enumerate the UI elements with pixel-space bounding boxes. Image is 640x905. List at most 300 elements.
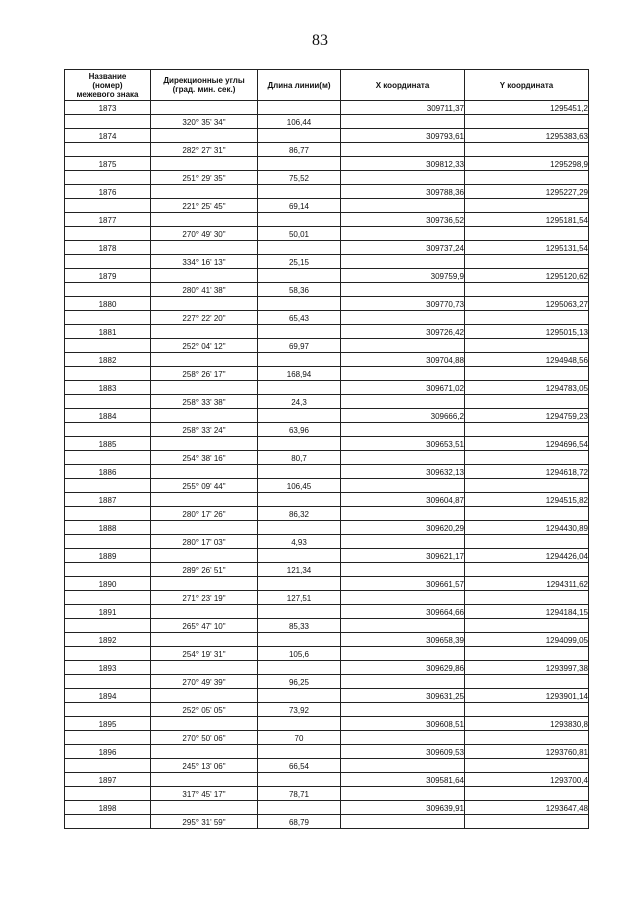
header-name [65, 70, 151, 101]
cell-angle: 265° 47' 10" [151, 619, 258, 633]
cell-angle [151, 549, 258, 563]
cell-length: 121,34 [258, 563, 341, 577]
cell-length: 106,44 [258, 115, 341, 129]
cell-angle: 282° 27' 31" [151, 143, 258, 157]
cell-y [465, 171, 589, 185]
table-row [65, 297, 589, 311]
table-row [65, 507, 589, 521]
cell-name [65, 703, 151, 717]
table-row [65, 675, 589, 689]
cell-x: 309711,37 [341, 101, 465, 115]
cell-name: 1893 [65, 661, 151, 675]
cell-y: 1295451,2 [465, 101, 589, 115]
table-row [65, 283, 589, 297]
cell-x [341, 199, 465, 213]
cell-y: 1294426,04 [465, 549, 589, 563]
cell-y: 1294515,82 [465, 493, 589, 507]
cell-angle [151, 521, 258, 535]
cell-name: 1891 [65, 605, 151, 619]
cell-length [258, 745, 341, 759]
cell-y: 1294430,89 [465, 521, 589, 535]
cell-name [65, 675, 151, 689]
cell-length [258, 717, 341, 731]
table-row [65, 367, 589, 381]
cell-angle: 317° 45' 17" [151, 787, 258, 801]
cell-name: 1876 [65, 185, 151, 199]
cell-angle [151, 157, 258, 171]
cell-length [258, 773, 341, 787]
table-row [65, 591, 589, 605]
cell-name: 1897 [65, 773, 151, 787]
cell-x [341, 703, 465, 717]
table-row [65, 815, 589, 829]
cell-angle: 258° 33' 38" [151, 395, 258, 409]
table-row [65, 605, 589, 619]
cell-angle [151, 605, 258, 619]
cell-y: 1295181,54 [465, 213, 589, 227]
cell-y: 1295227,29 [465, 185, 589, 199]
cell-name [65, 815, 151, 829]
table-row [65, 465, 589, 479]
cell-x: 309666,2 [341, 409, 465, 423]
table-row [65, 269, 589, 283]
cell-name [65, 283, 151, 297]
cell-angle [151, 297, 258, 311]
cell-x: 309621,17 [341, 549, 465, 563]
cell-name [65, 647, 151, 661]
table-row [65, 703, 589, 717]
cell-name: 1878 [65, 241, 151, 255]
cell-name: 1879 [65, 269, 151, 283]
cell-length [258, 381, 341, 395]
table-row [65, 255, 589, 269]
cell-angle: 221° 25' 45" [151, 199, 258, 213]
cell-name [65, 227, 151, 241]
cell-y [465, 367, 589, 381]
cell-y [465, 703, 589, 717]
cell-angle [151, 493, 258, 507]
cell-y [465, 115, 589, 129]
cell-x: 309671,02 [341, 381, 465, 395]
cell-y: 1293830,8 [465, 717, 589, 731]
cell-name [65, 731, 151, 745]
cell-y [465, 199, 589, 213]
cell-y [465, 311, 589, 325]
cell-angle [151, 213, 258, 227]
cell-length: 86,32 [258, 507, 341, 521]
cell-length: 78,71 [258, 787, 341, 801]
cell-name: 1881 [65, 325, 151, 339]
cell-x [341, 283, 465, 297]
cell-x: 309581,64 [341, 773, 465, 787]
table-row [65, 437, 589, 451]
cell-name [65, 255, 151, 269]
cell-y [465, 787, 589, 801]
cell-x: 309759,9 [341, 269, 465, 283]
cell-name: 1883 [65, 381, 151, 395]
cell-name: 1875 [65, 157, 151, 171]
cell-length: 58,36 [258, 283, 341, 297]
cell-angle [151, 717, 258, 731]
table-row [65, 423, 589, 437]
cell-length: 73,92 [258, 703, 341, 717]
cell-x [341, 619, 465, 633]
table-row [65, 661, 589, 675]
header-angle-line: (град. мин. сек.) [172, 85, 236, 94]
cell-y: 1293760,81 [465, 745, 589, 759]
cell-name [65, 563, 151, 577]
cell-y: 1295063,27 [465, 297, 589, 311]
cell-x [341, 255, 465, 269]
table-row [65, 339, 589, 353]
cell-name [65, 171, 151, 185]
cell-angle: 227° 22' 20" [151, 311, 258, 325]
table-row [65, 493, 589, 507]
cell-y [465, 339, 589, 353]
cell-angle: 258° 26' 17" [151, 367, 258, 381]
cell-y [465, 591, 589, 605]
cell-y [465, 451, 589, 465]
table-row [65, 227, 589, 241]
cell-length: 96,25 [258, 675, 341, 689]
cell-length [258, 493, 341, 507]
cell-angle [151, 353, 258, 367]
table-row [65, 451, 589, 465]
cell-y [465, 395, 589, 409]
cell-angle: 258° 33' 24" [151, 423, 258, 437]
table-row [65, 395, 589, 409]
cell-angle [151, 773, 258, 787]
page-number: 83 [312, 32, 328, 49]
cell-name [65, 115, 151, 129]
cell-length [258, 353, 341, 367]
cell-length [258, 633, 341, 647]
cell-x: 309793,61 [341, 129, 465, 143]
cell-angle: 255° 09' 44" [151, 479, 258, 493]
cell-length [258, 605, 341, 619]
cell-x: 309604,87 [341, 493, 465, 507]
cell-length: 65,43 [258, 311, 341, 325]
cell-length [258, 241, 341, 255]
cell-x [341, 731, 465, 745]
cell-y: 1294783,05 [465, 381, 589, 395]
cell-name [65, 199, 151, 213]
cell-name: 1895 [65, 717, 151, 731]
cell-y: 1294099,05 [465, 633, 589, 647]
cell-y [465, 675, 589, 689]
cell-angle: 251° 29' 35" [151, 171, 258, 185]
cell-name: 1877 [65, 213, 151, 227]
cell-angle: 295° 31' 59" [151, 815, 258, 829]
cell-angle: 245° 13' 06" [151, 759, 258, 773]
cell-length: 70 [258, 731, 341, 745]
coordinates-table [64, 69, 589, 829]
table-row [65, 325, 589, 339]
cell-x [341, 227, 465, 241]
cell-name [65, 143, 151, 157]
cell-length [258, 409, 341, 423]
cell-angle [151, 577, 258, 591]
cell-length: 69,14 [258, 199, 341, 213]
cell-y [465, 227, 589, 241]
cell-y [465, 507, 589, 521]
cell-angle [151, 465, 258, 479]
cell-length: 4,93 [258, 535, 341, 549]
cell-y: 1295120,62 [465, 269, 589, 283]
cell-x: 309788,36 [341, 185, 465, 199]
cell-name: 1890 [65, 577, 151, 591]
cell-x: 309609,53 [341, 745, 465, 759]
cell-name [65, 395, 151, 409]
cell-y: 1294696,54 [465, 437, 589, 451]
cell-length [258, 297, 341, 311]
table-row [65, 381, 589, 395]
cell-name: 1880 [65, 297, 151, 311]
cell-length [258, 213, 341, 227]
cell-x [341, 367, 465, 381]
cell-y: 1293647,48 [465, 801, 589, 815]
cell-y [465, 731, 589, 745]
cell-y: 1295298,9 [465, 157, 589, 171]
cell-x: 309704,88 [341, 353, 465, 367]
cell-angle [151, 101, 258, 115]
header-name-line: Название [88, 71, 127, 81]
cell-angle [151, 689, 258, 703]
table-row [65, 731, 589, 745]
cell-length: 69,97 [258, 339, 341, 353]
cell-y [465, 283, 589, 297]
table-row [65, 185, 589, 199]
table-row [65, 199, 589, 213]
table-row [65, 101, 589, 115]
cell-length: 25,15 [258, 255, 341, 269]
cell-x [341, 759, 465, 773]
table-row [65, 157, 589, 171]
cell-angle: 254° 38' 16" [151, 451, 258, 465]
cell-x [341, 535, 465, 549]
cell-x [341, 479, 465, 493]
cell-name: 1884 [65, 409, 151, 423]
table-row [65, 647, 589, 661]
table-row [65, 213, 589, 227]
table-row [65, 801, 589, 815]
cell-angle: 280° 41' 38" [151, 283, 258, 297]
cell-name [65, 759, 151, 773]
cell-x: 309653,51 [341, 437, 465, 451]
cell-name [65, 535, 151, 549]
table-row [65, 241, 589, 255]
cell-x: 309664,66 [341, 605, 465, 619]
header-y: Y координата [465, 70, 589, 101]
table-row [65, 759, 589, 773]
cell-x [341, 507, 465, 521]
cell-x: 309658,39 [341, 633, 465, 647]
cell-angle: 270° 50' 06" [151, 731, 258, 745]
cell-x [341, 171, 465, 185]
cell-x: 309639,91 [341, 801, 465, 815]
cell-x [341, 143, 465, 157]
cell-name: 1886 [65, 465, 151, 479]
cell-name: 1892 [65, 633, 151, 647]
cell-name [65, 787, 151, 801]
cell-x: 309608,51 [341, 717, 465, 731]
cell-length [258, 129, 341, 143]
cell-name [65, 367, 151, 381]
table-row [65, 409, 589, 423]
table-row [65, 689, 589, 703]
cell-y [465, 423, 589, 437]
cell-y: 1293901,14 [465, 689, 589, 703]
cell-angle [151, 437, 258, 451]
cell-y: 1295383,63 [465, 129, 589, 143]
cell-x: 309631,25 [341, 689, 465, 703]
cell-name [65, 591, 151, 605]
cell-angle: 252° 04' 12" [151, 339, 258, 353]
table-row [65, 129, 589, 143]
table-row [65, 745, 589, 759]
cell-y: 1294184,15 [465, 605, 589, 619]
cell-length: 105,6 [258, 647, 341, 661]
cell-y [465, 815, 589, 829]
table-row [65, 633, 589, 647]
cell-x [341, 115, 465, 129]
cell-angle [151, 633, 258, 647]
cell-name [65, 507, 151, 521]
cell-y: 1294618,72 [465, 465, 589, 479]
table-row [65, 535, 589, 549]
cell-name [65, 479, 151, 493]
cell-angle [151, 801, 258, 815]
cell-y [465, 647, 589, 661]
table-row [65, 521, 589, 535]
cell-x: 309620,29 [341, 521, 465, 535]
cell-angle: 254° 19' 31" [151, 647, 258, 661]
cell-angle: 270° 49' 30" [151, 227, 258, 241]
header-length: Длина линии(м) [258, 70, 341, 101]
cell-length [258, 549, 341, 563]
table-row [65, 773, 589, 787]
cell-x [341, 563, 465, 577]
cell-length [258, 801, 341, 815]
table-body [65, 101, 589, 829]
cell-length [258, 325, 341, 339]
cell-angle [151, 381, 258, 395]
cell-x: 309629,86 [341, 661, 465, 675]
cell-name: 1888 [65, 521, 151, 535]
cell-name: 1898 [65, 801, 151, 815]
cell-y [465, 479, 589, 493]
cell-name [65, 423, 151, 437]
cell-length: 68,79 [258, 815, 341, 829]
cell-angle [151, 745, 258, 759]
cell-name [65, 619, 151, 633]
cell-name [65, 339, 151, 353]
table-row [65, 353, 589, 367]
cell-length [258, 269, 341, 283]
cell-name: 1889 [65, 549, 151, 563]
cell-x [341, 591, 465, 605]
cell-length: 168,94 [258, 367, 341, 381]
table-row [65, 479, 589, 493]
cell-x [341, 675, 465, 689]
cell-angle [151, 661, 258, 675]
cell-y: 1293997,38 [465, 661, 589, 675]
cell-length: 66,54 [258, 759, 341, 773]
cell-angle: 271° 23' 19" [151, 591, 258, 605]
cell-length [258, 577, 341, 591]
cell-name: 1885 [65, 437, 151, 451]
cell-length: 86,77 [258, 143, 341, 157]
header-x: X координата [341, 70, 465, 101]
table-row [65, 171, 589, 185]
cell-y [465, 563, 589, 577]
cell-y [465, 759, 589, 773]
cell-y [465, 143, 589, 157]
cell-length: 63,96 [258, 423, 341, 437]
cell-name: 1882 [65, 353, 151, 367]
table-row [65, 549, 589, 563]
cell-x: 309632,13 [341, 465, 465, 479]
header-angle [151, 70, 258, 101]
cell-x: 309736,52 [341, 213, 465, 227]
cell-angle: 334° 16' 13" [151, 255, 258, 269]
header-name-line: межевого знака [76, 89, 139, 99]
table-row [65, 787, 589, 801]
cell-angle [151, 409, 258, 423]
cell-length [258, 157, 341, 171]
cell-name: 1896 [65, 745, 151, 759]
cell-x [341, 647, 465, 661]
cell-x [341, 451, 465, 465]
cell-x: 309661,57 [341, 577, 465, 591]
table-row [65, 577, 589, 591]
table-row [65, 717, 589, 731]
cell-length: 24,3 [258, 395, 341, 409]
cell-y: 1293700,4 [465, 773, 589, 787]
cell-angle [151, 325, 258, 339]
cell-length [258, 437, 341, 451]
cell-angle: 280° 17' 03" [151, 535, 258, 549]
cell-name: 1894 [65, 689, 151, 703]
cell-y [465, 535, 589, 549]
cell-angle [151, 185, 258, 199]
cell-name: 1874 [65, 129, 151, 143]
table-row [65, 563, 589, 577]
cell-y: 1295015,13 [465, 325, 589, 339]
cell-angle: 289° 26' 51" [151, 563, 258, 577]
cell-length [258, 689, 341, 703]
cell-angle [151, 269, 258, 283]
cell-x: 309737,24 [341, 241, 465, 255]
cell-x: 309812,33 [341, 157, 465, 171]
cell-y: 1294948,56 [465, 353, 589, 367]
cell-length [258, 185, 341, 199]
cell-name: 1873 [65, 101, 151, 115]
cell-length [258, 521, 341, 535]
cell-name: 1887 [65, 493, 151, 507]
cell-length: 85,33 [258, 619, 341, 633]
cell-length: 80,7 [258, 451, 341, 465]
cell-x: 309770,73 [341, 297, 465, 311]
cell-angle [151, 129, 258, 143]
cell-angle: 252° 05' 05" [151, 703, 258, 717]
header-angle-line: Дирекционные углы [163, 76, 245, 85]
cell-length: 75,52 [258, 171, 341, 185]
table-row [65, 143, 589, 157]
cell-name [65, 311, 151, 325]
table-header-row [65, 70, 589, 101]
cell-x [341, 815, 465, 829]
